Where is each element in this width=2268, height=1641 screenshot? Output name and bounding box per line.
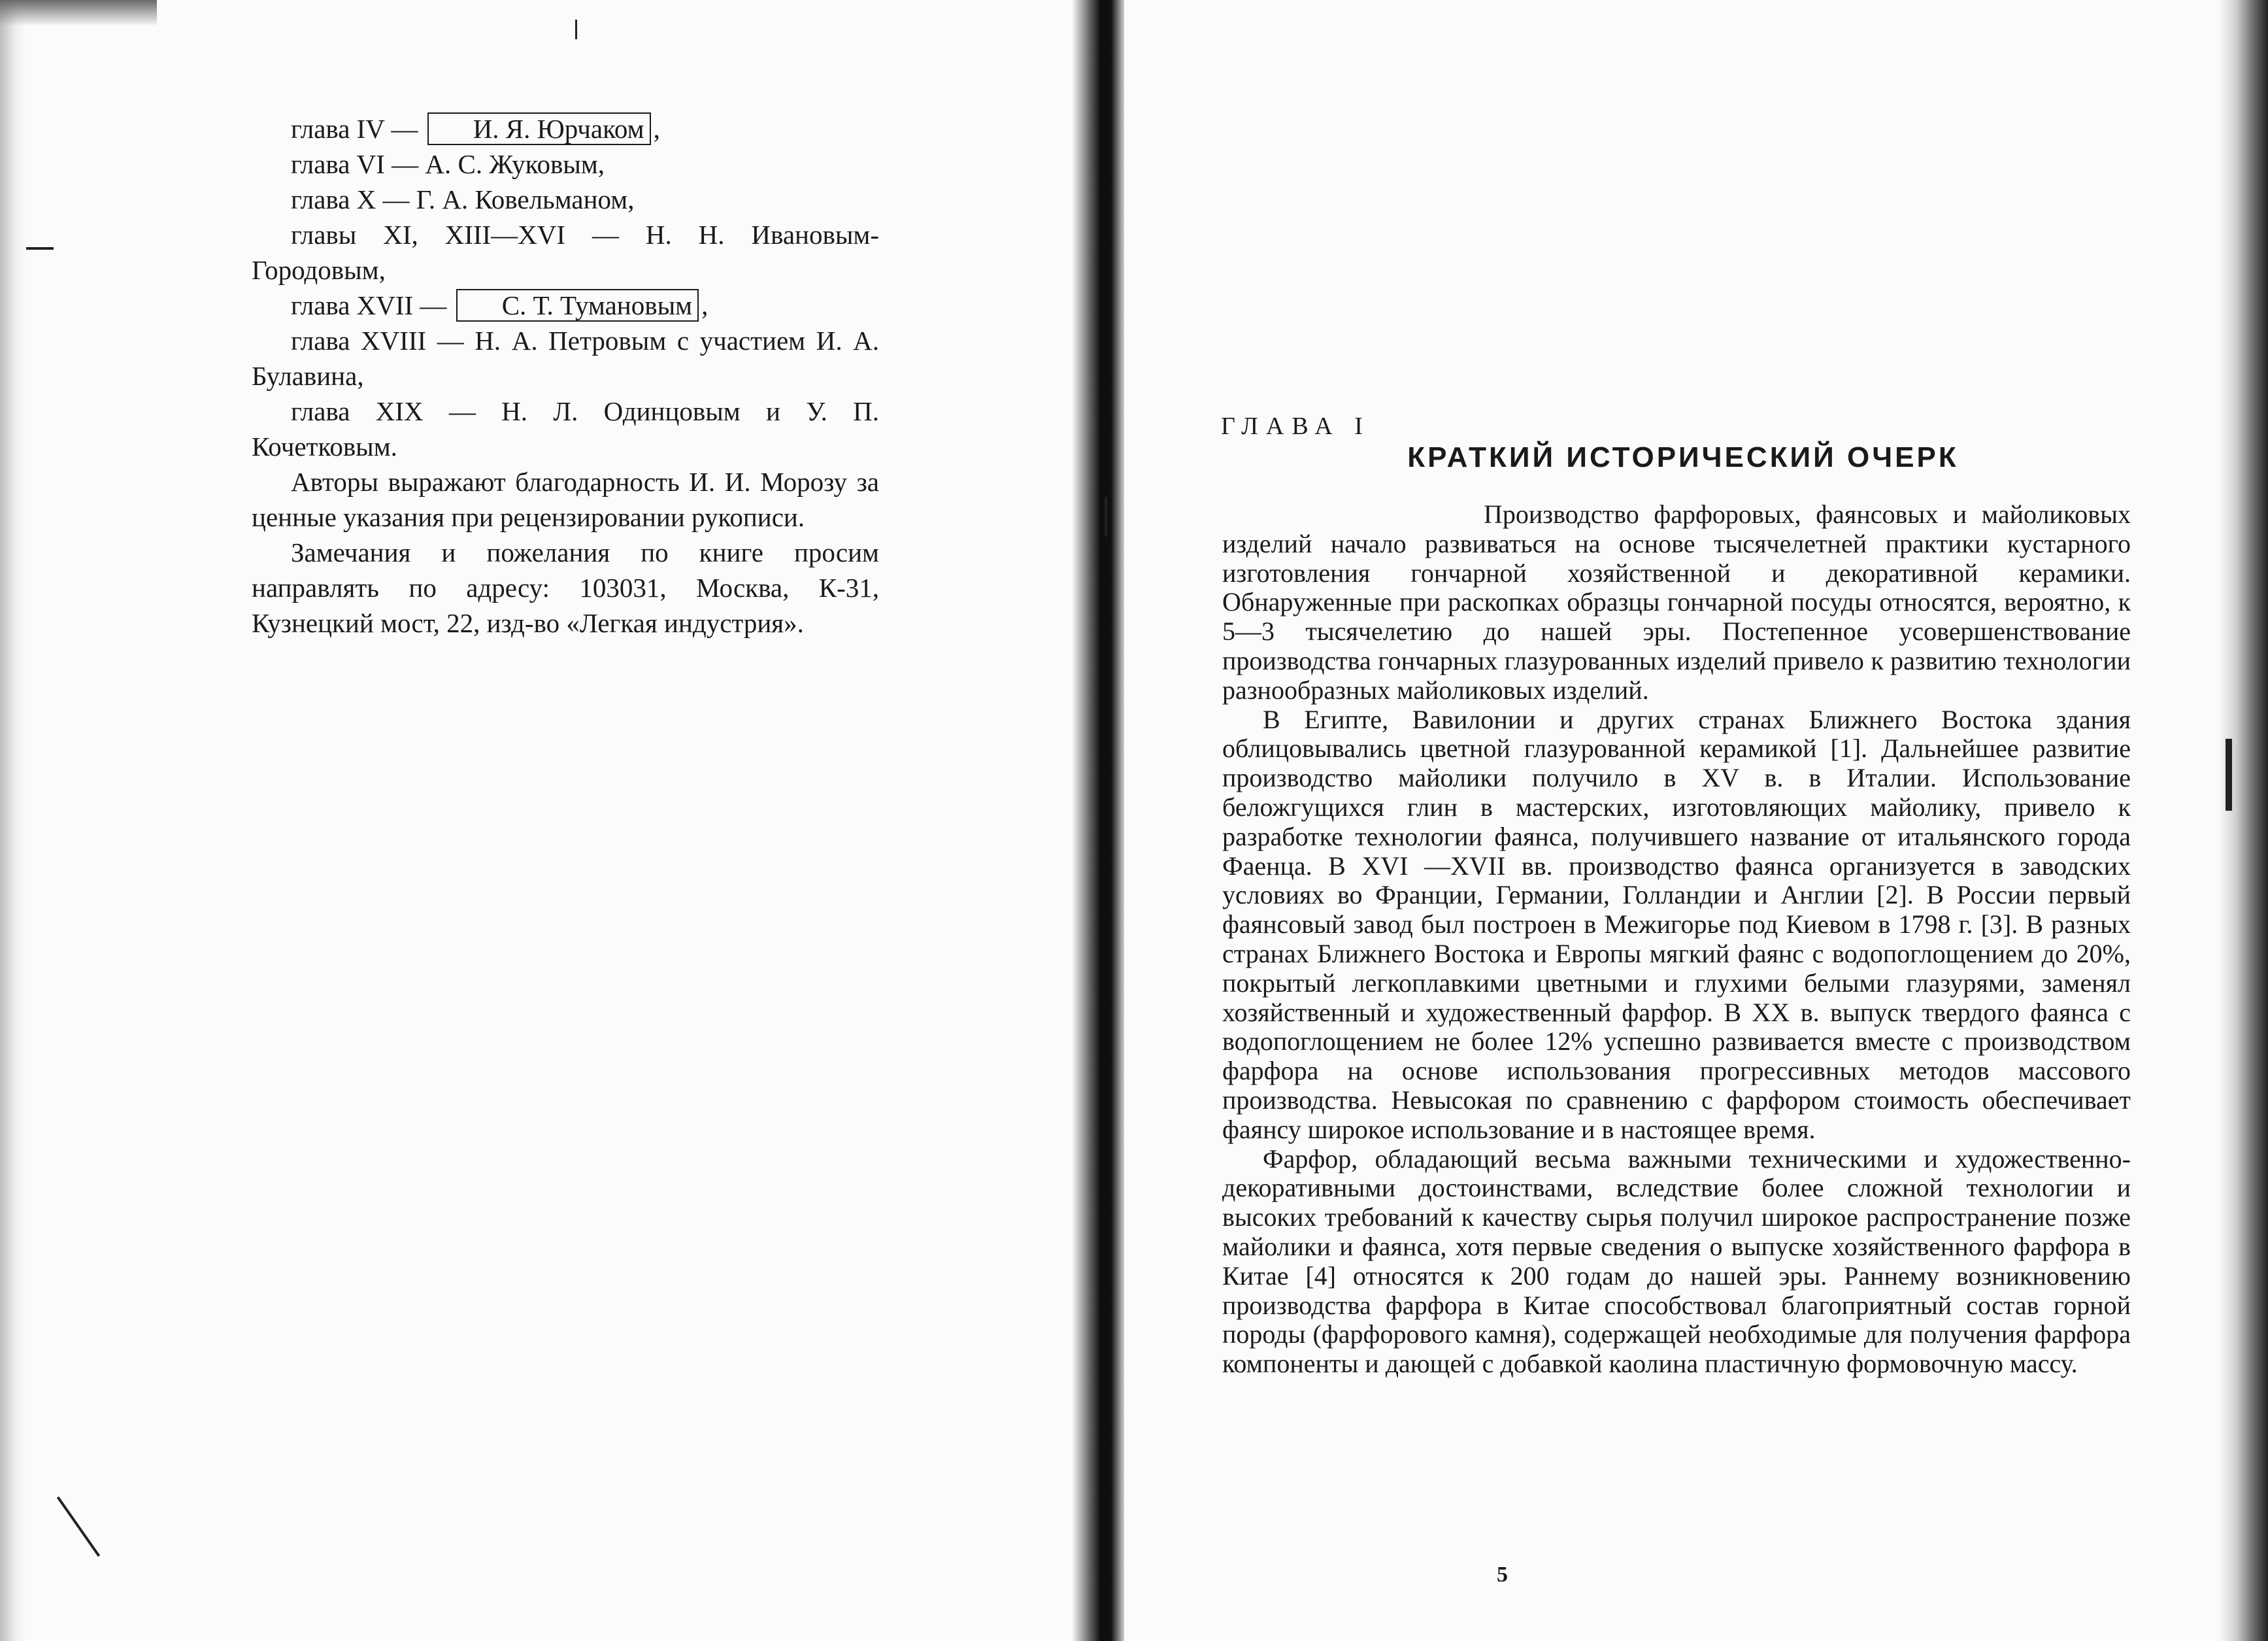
book-binding-gutter: [1072, 0, 1124, 1641]
scan-corner-smudge: [0, 0, 157, 26]
boxed-name: С. Т. Тумановым: [456, 289, 699, 322]
page-number: 5: [1497, 1563, 1508, 1587]
credit-text: глава XIX — Н. Л. Одинцовым и У. П. Кочетковым.: [252, 396, 879, 462]
credit-text: глава VI — А. С. Жуковым,: [291, 149, 605, 179]
chapter-body: [1222, 500, 2131, 1379]
credit-suffix: ,: [701, 290, 709, 320]
credit-text: глава IV —: [291, 114, 425, 144]
paragraph: Производство фарфоровых, фаянсовых и майоликовых изделий начало развиваться на основе тысячелетней практики кустарного изготовления гончарной хозяйственной и декоративной керамики. Обнаруженные при раскопках образцы гончарной посуды относятся, вероятно, к 5—3 тысячелетию до нашей эры. Постепенное усовершенствование производства гончарных глазурованных изделий привело к развитию технологии разнообразных майоликовых изделий.: [1222, 499, 2131, 705]
scan-mark: [575, 20, 577, 39]
paragraph: Фарфор, обладающий весьма важными техническими и художественно-декоративными достоинствами, вследствие более сложной технологии и высоких требований к качеству сырья получил широкое распространение позже майолики и фаянса, хотя первые сведения о выпуске хозяйственного фарфора в Китае [4] относятся к 200 годам до нашей эры. Раннему возникновению производства фарфора в Китае способствовал благоприятный состав горной породы (фарфорового камня), содержащей необходимые для получения фарфора компоненты и дающей с добавкой каолина пластичную формовочную массу.: [1222, 1143, 2131, 1379]
acknowledgement: Авторы выражают благодарность И. И. Морозу за ценные указания при рецензировании рукописи.: [252, 467, 879, 532]
author-credits: [252, 111, 879, 641]
credit-line: [252, 217, 879, 288]
right-page-edge-shadow: [2219, 0, 2268, 1641]
scan-mark: [2226, 739, 2232, 811]
scan-mark: [1105, 497, 1107, 536]
credit-text: глава XVII —: [291, 290, 454, 320]
credit-line: [252, 146, 879, 182]
credit-line: [252, 182, 879, 217]
feedback-address: Замечания и пожелания по книге просим направлять по адресу: 103031, Москва, К-31, Кузнецкий мост, 22, изд-во «Легкая индустрия».: [252, 537, 879, 638]
scan-mark: [26, 247, 54, 250]
credit-text: главы XI, XIII—XVI — Н. Н. Ивановым-Городовым,: [252, 220, 879, 285]
chapter-title: КРАТКИЙ ИСТОРИЧЕСКИЙ ОЧЕРК: [1407, 441, 1959, 473]
credit-text: глава XVIII — Н. А. Петровым с участием И. А. Булавина,: [252, 326, 879, 391]
credit-text: глава X — Г. А. Ковельманом,: [291, 184, 635, 214]
left-page-edge-shadow: [0, 0, 26, 1641]
boxed-name: И. Я. Юрчаком: [427, 112, 651, 145]
credit-line: [252, 111, 879, 146]
credit-line: [252, 323, 879, 394]
chapter-label: ГЛАВА I: [1221, 413, 1371, 440]
paragraph: В Египте, Вавилонии и других странах Ближнего Востока здания облицовывались цветной глазурованной керамикой [1]. Дальнейшее развитие производство майолики получило в XV в. в Италии. Использование беложгущихся глин в мастерских, изготовляющих майолику, привело к разработке технологии фаянса, получившего название от итальянского города Фаенца. В XVI —XVII вв. производство фаянса организуется в заводских условиях во Франции, Германии, Голландии и Англии [2]. В России первый фаянсовый завод был построен в Межигорье под Киевом в 1798 г. [3]. В разных странах Ближнего Востока и Европы мягкий фаянс с водопоглощением до 20%, покрытый легкоплавкими цветными и глухими белыми глазурями, заменял хозяйственный и художественный фарфор. В XX в. выпуск твердого фаянса с водопоглощением не более 12% успешно развивается вместе с производством фарфора на основе использования прогрессивных методов массового производства. Невысокая по сравнению с фарфором стоимость обеспечивает фаянсу широкое использование и в настоящее время.: [1222, 704, 2131, 1144]
credit-line: [252, 394, 879, 464]
credit-line: [252, 288, 879, 323]
credit-suffix: ,: [653, 114, 660, 144]
